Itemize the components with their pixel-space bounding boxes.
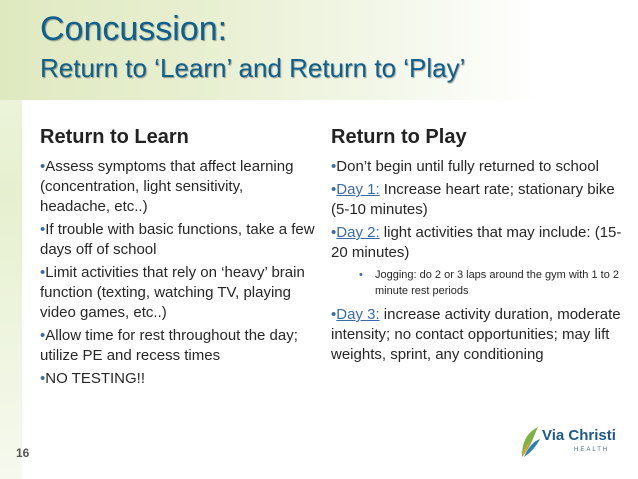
learn-bullet: •NO TESTING!!: [40, 370, 145, 387]
learn-bullet: •Assess symptoms that affect learning (concentration, light sensitivity, headache, etc..): [40, 158, 294, 215]
logo-subtitle: HEALTH: [574, 447, 610, 453]
jogging-sub-bullet: • Jogging: do 2 or 3 laps around the gym with 1 to 2 minute rest periods: [359, 269, 619, 297]
slide-subtitle: Return to ‘Learn’ and Return to ‘Play’: [40, 53, 466, 83]
day3-label: Day 3:: [336, 306, 380, 323]
day2-label: Day 2:: [336, 224, 380, 241]
logo-wordmark: Via Christi: [542, 427, 616, 444]
page-number: 16: [16, 446, 30, 460]
bullet-dot: •: [331, 224, 337, 241]
bullet-dot: •: [40, 158, 46, 175]
day1-label: Day 1:: [336, 181, 380, 198]
bullet-dot: •: [331, 181, 337, 198]
play-bullet-day2: •Day 2: light activities that may include: (15-20 minutes): [331, 224, 622, 261]
slide-title: Concussion:: [40, 10, 228, 48]
play-bullet-day1: •Day 1: Increase heart rate; stationary bike (5-10 minutes): [331, 181, 615, 218]
learn-bullet: •If trouble with basic functions, take a few days off of school: [40, 221, 315, 258]
return-to-play-list: [331, 157, 626, 368]
return-to-learn-list: [40, 157, 315, 392]
return-to-learn-heading: Return to Learn: [40, 126, 189, 148]
bullet-dot: •: [40, 370, 46, 387]
play-bullet-day3: •Day 3: increase activity duration, moderate intensity; no contact opportunities; may lift weights, sprint, any conditioning: [331, 306, 621, 363]
leaf-icon: [520, 425, 542, 459]
learn-bullet: •Limit activities that rely on ‘heavy’ brain function (texting, watching TV, playing video games, etc..): [40, 264, 305, 321]
bullet-dot: •: [40, 327, 46, 344]
via-christi-logo: [520, 425, 620, 465]
learn-bullet: •Allow time for rest throughout the day; utilize PE and recess times: [40, 327, 298, 364]
bullet-dot: •: [40, 221, 46, 238]
bullet-dot: •: [40, 264, 46, 281]
bullet-dot: •: [331, 158, 337, 175]
bullet-dot: •: [331, 306, 337, 323]
sub-bullet-dot: •: [359, 269, 363, 281]
play-bullet-intro: •Don’t begin until fully returned to school: [331, 158, 599, 175]
return-to-play-heading: Return to Play: [331, 126, 467, 148]
